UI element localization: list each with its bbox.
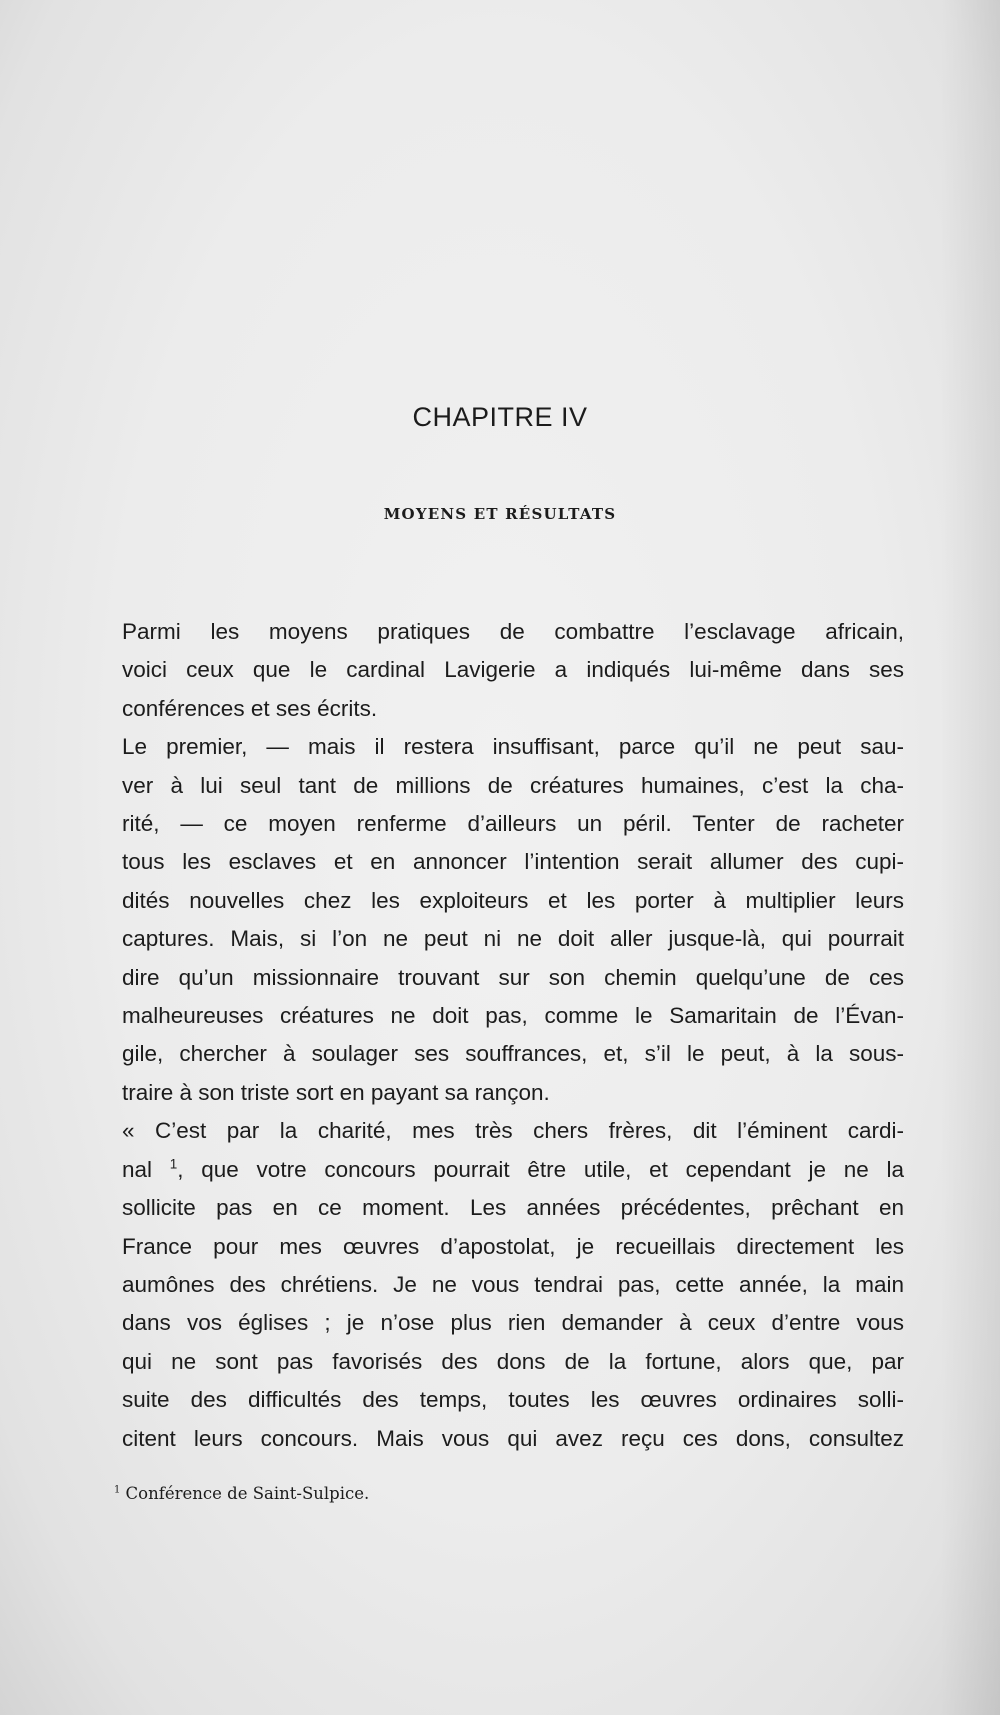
paragraph-3: [122, 1112, 904, 1458]
text-line: Parmi les moyens pratiques de combattre l’esclavage africain,: [122, 619, 904, 644]
text-line: dités nouvelles chez les exploiteurs et les porter à multiplier leurs: [122, 887, 904, 913]
text-line-with-footnote: [122, 1151, 904, 1189]
chapter-title: CHAPITRE IV: [412, 402, 588, 432]
text-line: voici ceux que le cardinal Lavigerie a indiqués lui-même dans ses: [122, 657, 904, 683]
text-line: qui ne sont pas favorisés des dons de la fortune, alors que, par: [122, 1348, 904, 1374]
text-line: gile, chercher à soulager ses souffrances, et, s’il le peut, à la sous-: [122, 1041, 904, 1067]
text-line: France pour mes œuvres d’apostolat, je recueillais directement les: [122, 1233, 904, 1259]
text-line: dans vos églises ; je n’ose plus rien demander à ceux d’entre vous: [122, 1310, 904, 1336]
text-line: ver à lui seul tant de millions de créatures humaines, c’est la cha-: [122, 772, 904, 798]
text-fragment: , que votre concours pourrait être utile, et cependant je ne la: [177, 1156, 904, 1182]
text-line: « C’est par la charité, mes très chers frères, dit l’éminent cardi-: [122, 1118, 904, 1144]
text-fragment: nal: [122, 1156, 153, 1182]
paragraph-2: [122, 728, 904, 1112]
text-line: suite des difficultés des temps, toutes les œuvres ordinaires solli-: [122, 1387, 904, 1413]
paragraph-1: [122, 613, 904, 728]
text-line: sollicite pas en ce moment. Les années précédentes, prêchant en: [122, 1195, 904, 1221]
text-line: traire à son triste sort en payant sa rançon.: [122, 1079, 550, 1105]
footnote-mark: 1: [114, 1484, 121, 1496]
text-line: dire qu’un missionnaire trouvant sur son chemin quelqu’une de ces: [122, 964, 904, 990]
text-line: tous les esclaves et en annoncer l’intention serait allumer des cupi-: [122, 849, 904, 875]
body-text: [122, 613, 904, 1458]
text-line: conférences et ses écrits.: [122, 695, 378, 721]
footnote: [114, 1484, 369, 1503]
text-line: Le premier, — mais il restera insuffisant, parce qu’il ne peut sau-: [122, 734, 904, 760]
text-line: citent leurs concours. Mais vous qui avez reçu ces dons, consultez: [122, 1425, 904, 1451]
text-line: malheureuses créatures ne doit pas, comme le Samaritain de l’Évan-: [122, 1003, 904, 1029]
chapter-subtitle: MOYENS ET RÉSULTATS: [383, 505, 617, 523]
text-line: aumônes des chrétiens. Je ne vous tendrai pas, cette année, la main: [122, 1271, 904, 1297]
footnote-reference[interactable]: 1: [169, 1156, 178, 1172]
text-line: rité, — ce moyen renferme d’ailleurs un péril. Tenter de racheter: [122, 811, 904, 837]
footnote-text: Conférence de Saint-Sulpice.: [125, 1484, 370, 1503]
text-line: captures. Mais, si l’on ne peut ni ne doit aller jusque-là, qui pourrait: [122, 926, 904, 952]
